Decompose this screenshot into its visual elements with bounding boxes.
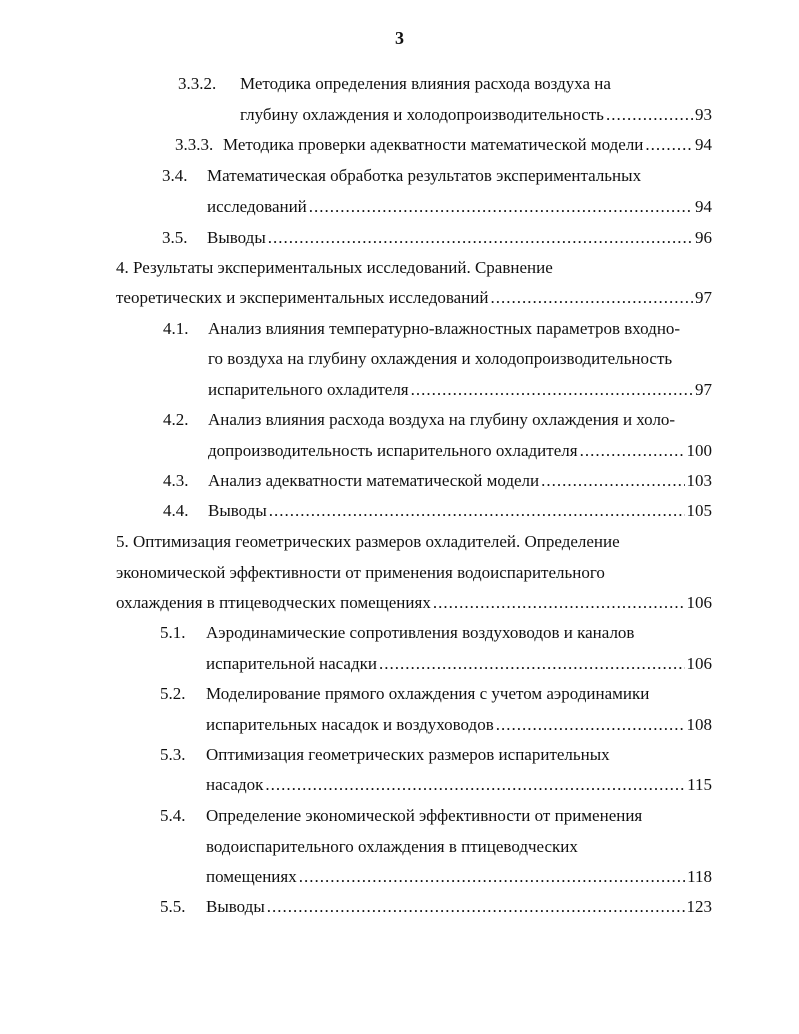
toc-leader-line: [207, 196, 712, 218]
toc-page: 105: [686, 501, 712, 520]
toc-leader-line: [206, 774, 712, 796]
toc-title-line: Выводы: [208, 501, 267, 520]
toc-number: 5.2.: [160, 684, 186, 703]
toc-title-line: Аэродинамические сопротивления воздуховодов и каналов: [206, 623, 635, 642]
toc-title-line: охлаждения в птицеводческих помещениях: [116, 593, 431, 612]
toc-leader-line: [223, 134, 712, 156]
toc-number: 4.2.: [163, 410, 189, 429]
toc-page: 115: [687, 775, 712, 794]
toc-title-line: Анализ влияния расхода воздуха на глубину охлаждения и холо-: [208, 410, 676, 429]
toc-page: 94: [695, 197, 712, 216]
toc-number: 4.1.: [163, 319, 189, 338]
toc-number: 3.5.: [162, 228, 188, 247]
toc-leader-line: [206, 866, 712, 888]
toc-leader-line: [206, 714, 712, 736]
toc-leader-line: [208, 379, 712, 401]
toc-page: 97: [695, 380, 712, 399]
toc-page: 103: [686, 471, 712, 490]
toc-page: 100: [686, 441, 712, 460]
toc-number: 5.1.: [160, 623, 186, 642]
toc-leader-line: [206, 653, 712, 675]
toc-title-line: Методика определения влияния расхода воздуха на: [240, 74, 611, 93]
toc-page: 106: [686, 593, 712, 612]
toc-title-line: Анализ влияния температурно-влажностных параметров входно-: [208, 319, 681, 338]
toc-title-line: Выводы: [207, 228, 266, 247]
toc-title-line: Методика проверки адекватности математической модели: [223, 135, 644, 154]
toc-leader-line: [208, 470, 712, 492]
toc-title-line: помещениях: [206, 867, 297, 886]
toc-title-line: Математическая обработка результатов экспериментальных: [207, 166, 642, 185]
toc-leader-line: [116, 287, 712, 309]
toc-page: 97: [695, 288, 712, 307]
toc-title-line: допроизводительность испарительного охладителя: [208, 441, 578, 460]
toc-number: 5.4.: [160, 806, 186, 825]
toc-number: 3.4.: [162, 166, 188, 185]
toc-title-line: экономической эффективности от применения водоиспарительного: [116, 563, 605, 582]
toc-title-line: испарительного охладителя: [208, 380, 409, 399]
toc-title-line: исследований: [207, 197, 307, 216]
toc-page: 96: [695, 228, 712, 247]
page-number: 3: [395, 28, 404, 48]
toc-title-line: Оптимизация геометрических размеров испарительных: [206, 745, 610, 764]
toc-page: 123: [686, 897, 712, 916]
toc-page: 94: [695, 135, 712, 154]
toc-page: 93: [695, 105, 712, 124]
toc-leader-line: [207, 227, 712, 249]
toc-title-line: Определение экономической эффективности от применения: [206, 806, 643, 825]
toc-title-line: глубину охлаждения и холодопроизводительность: [240, 105, 604, 124]
toc-title-line: го воздуха на глубину охлаждения и холодопроизводительность: [208, 349, 673, 368]
toc-number: 4.4.: [163, 501, 189, 520]
toc-title-line: Моделирование прямого охлаждения с учетом аэродинамики: [206, 684, 650, 703]
toc-leader-line: [208, 440, 712, 462]
toc-title-line: испарительной насадки: [206, 654, 377, 673]
toc-leader-line: [208, 500, 712, 522]
toc-number: 3.3.2.: [178, 74, 217, 93]
toc-leader-line: [116, 592, 712, 614]
toc-title-line: водоиспарительного охлаждения в птицеводческих: [206, 837, 578, 856]
toc-number: 3.3.3.: [175, 135, 214, 154]
toc-number: 4.3.: [163, 471, 189, 490]
toc-title-line: насадок: [206, 775, 264, 794]
toc-title-line: 5. Оптимизация геометрических размеров охладителей. Определение: [116, 532, 620, 551]
toc-leader-line: [206, 896, 712, 918]
toc-title-line: испарительных насадок и воздуховодов: [206, 715, 494, 734]
toc-page: 108: [686, 715, 712, 734]
toc-leader-line: [240, 104, 712, 126]
toc-title-line: теоретических и экспериментальных исследований: [116, 288, 489, 307]
toc-page: 106: [686, 654, 712, 673]
toc-page: 118: [687, 867, 712, 886]
toc-number: 5.5.: [160, 897, 186, 916]
toc-title-line: Анализ адекватности математической модели: [208, 471, 540, 490]
toc-number: 5.3.: [160, 745, 186, 764]
toc-title-line: Выводы: [206, 897, 265, 916]
toc-title-line: 4. Результаты экспериментальных исследований. Сравнение: [116, 258, 553, 277]
